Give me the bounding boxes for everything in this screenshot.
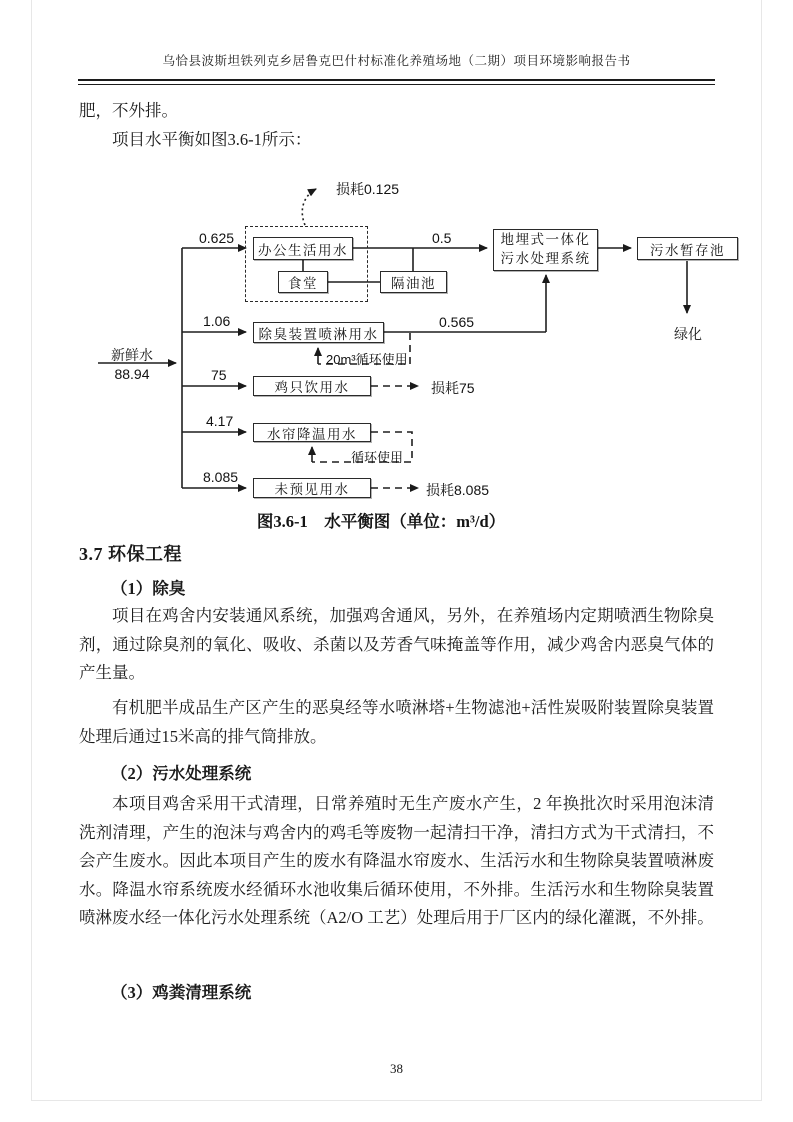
node-canteen: 食堂 [278,271,328,293]
paragraph-sewage-system: 本项目鸡舍采用干式清理，日常养殖时无生产废水产生，2 年换批次时采用泡沫清洗剂清理，产生的泡沫与鸡舍内的鸡毛等废物一起清扫干净，清扫方式为干式清扫，不会产生废水。因此本项目产生的废水有降温水帘废水、生活污水和生物除臭装置喷淋废水。降温水帘系统废水经循环水池收集后循环使用，不外排。生活污水和生物除臭装置喷淋废水经一体化污水处理系统（A2/O 工艺）处理后用于厂区内的绿化灌溉，不外排。 [79,794,714,927]
fresh-water-label: 新鲜水 [111,347,153,363]
flow-deodor-out: 0.565 [439,314,475,330]
node-chicken-drinking-water: 鸡只饮用水 [253,376,371,396]
recycle-curtain-label: 循环使用 [351,450,404,465]
node-sewage-storage-pool: 污水暂存池 [637,237,738,260]
paragraph-deodorization-2: 有机肥半成品生产区产生的恶臭经等水喷淋塔+生物滤池+活性炭吸附装置除臭装置处理后通过15米高的排气筒排放。 [79,698,714,746]
paragraph-lead: 项目水平衡如图3.6-1所示： [112,130,312,149]
recycle-deodor-label: 20m³循环使用 [326,352,408,367]
node-curtain-cooling-water: 水帘降温用水 [253,423,371,442]
loss-office-label: 损耗0.125 [336,181,400,197]
flow-curtain-in: 4.17 [206,413,234,429]
flow-deodor-in: 1.06 [203,313,231,329]
flow-unforeseen-in: 8.085 [203,469,239,485]
document-header-title: 乌恰县波斯坦铁列克乡居鲁克巴什村标准化养殖场地（二期）项目环境影响报告书 [162,54,631,68]
node-wwtp-line1: 地埋式一体化 [500,232,591,248]
node-wwtp-line2: 污水处理系统 [500,251,591,266]
fresh-water-value: 88.94 [114,366,150,382]
flow-office-out: 0.5 [432,230,452,246]
node-office-domestic-water: 办公生活用水 [253,237,353,260]
figure-caption: 图3.6-1 水平衡图（单位：m³/d） [256,512,506,531]
node-wwtp [493,229,598,271]
header-rule [78,79,715,85]
loss-unforeseen-label: 损耗8.085 [426,482,490,498]
node-grease-trap: 隔油池 [380,271,447,293]
water-balance-diagram [70,165,760,535]
page-number: 38 [390,1061,403,1076]
paragraph-deodorization-1: 项目在鸡舍内安装通风系统，加强鸡舍通风，另外，在养殖场内定期喷洒生物除臭剂，通过除臭剂的氧化、吸收、杀菌以及芳香气味掩盖等作用，减少鸡舍内恶臭气体的产生量。 [79,606,714,682]
flow-drinking-in: 75 [211,367,227,383]
subheading-manure-system: （3）鸡粪清理系统 [111,983,252,1002]
section-heading-3-7: 3.7 环保工程 [79,544,182,564]
paragraph-continuation: 肥，不外排。 [79,101,178,120]
subheading-deodorization: （1）除臭 [111,579,186,598]
node-deodor-spray-water: 除臭装置喷淋用水 [253,322,384,343]
greening-label: 绿化 [674,326,702,342]
loss-drinking-label: 损耗75 [431,380,475,396]
flow-office-in: 0.625 [199,230,235,246]
node-unforeseen-water: 未预见用水 [253,478,371,498]
subheading-sewage-system: （2）污水处理系统 [111,764,252,783]
diagram-connectors [70,165,760,535]
